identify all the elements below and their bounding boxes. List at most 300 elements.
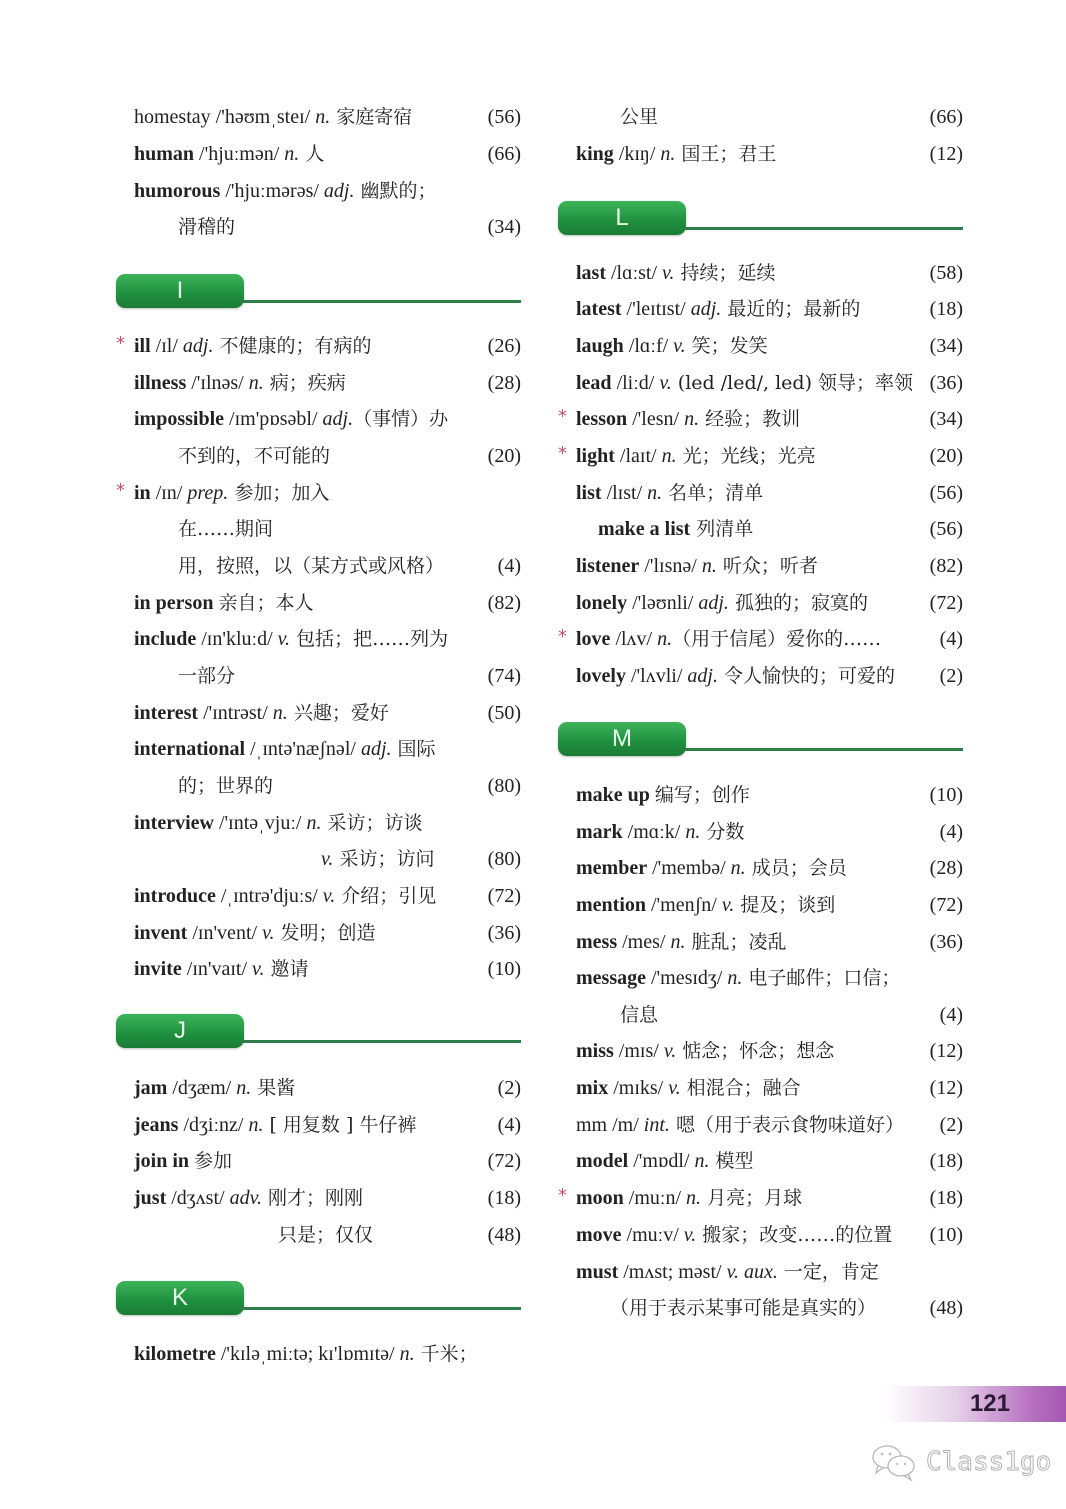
definition: 幽默的； — [354, 180, 437, 202]
entry-invent — [116, 918, 521, 948]
page-ref: (72) — [929, 894, 963, 916]
section-header-i — [116, 274, 521, 314]
definition: 邀请 — [264, 958, 309, 980]
definition: 搬家；改变……的位置 — [696, 1224, 893, 1246]
headword: jam — [134, 1077, 168, 1099]
part-of-speech: n. — [727, 967, 743, 989]
letter-tab: J — [116, 1014, 244, 1048]
definition: 只是；仅仅 — [278, 1224, 374, 1246]
page-ref: (12) — [929, 143, 963, 165]
phonetic: /ɪn'vaɪt/ — [181, 958, 253, 980]
definition: （用于表示某事可能是真实的） — [610, 1297, 877, 1319]
part-of-speech: n. — [661, 445, 677, 467]
definition: 不到的，不可能的 — [178, 445, 331, 467]
entry-moon — [558, 1183, 963, 1213]
entry-list — [558, 478, 963, 508]
headword: illness — [134, 372, 187, 394]
star-icon: * — [116, 480, 125, 501]
entry-must — [558, 1257, 963, 1287]
phonetic: /'hjuːmən/ — [194, 143, 285, 165]
page-ref: (10) — [929, 784, 963, 806]
phonetic: /ɪl/ — [150, 335, 183, 357]
phonetic: /mɪks/ — [608, 1077, 669, 1099]
divider — [240, 300, 521, 303]
definition: 家庭寄宿 — [330, 106, 413, 128]
definition: 成员；会员 — [745, 857, 847, 879]
definition: 刚才；刚刚 — [261, 1187, 364, 1209]
part-of-speech: adj. — [323, 180, 355, 202]
part-of-speech: n. — [284, 143, 300, 165]
phonetic: /'lesn/ — [627, 408, 685, 430]
part-of-speech: adj. — [322, 408, 354, 430]
headword: move — [576, 1224, 622, 1246]
headword: join in — [134, 1150, 190, 1172]
section-header-m — [558, 722, 963, 762]
phonetic: /'həʊmˌsteɪ/ — [210, 106, 316, 128]
page-ref: (80) — [487, 775, 521, 797]
definition: 一部分 — [178, 665, 236, 687]
phonetic: /'ləʊnli/ — [627, 592, 699, 614]
entry-continuation — [558, 1293, 963, 1323]
headword: human — [134, 143, 195, 165]
entry-message — [558, 963, 963, 993]
entry-ill — [116, 331, 521, 361]
headword: impossible — [134, 408, 225, 430]
definition: 脏乱；凌乱 — [685, 931, 787, 953]
page-number: 121 — [969, 1390, 1010, 1417]
definition: 列清单 — [690, 518, 754, 540]
part-of-speech: adj. — [360, 738, 392, 760]
page-ref: (36) — [929, 372, 963, 394]
entry-in — [116, 478, 521, 508]
headword: jeans — [134, 1114, 179, 1136]
page-ref: (12) — [929, 1040, 963, 1062]
entry-just — [116, 1183, 521, 1213]
part-of-speech: v. — [668, 1077, 681, 1099]
headword: mm — [576, 1114, 608, 1136]
headword: humorous — [134, 180, 221, 202]
divider — [240, 1307, 521, 1310]
part-of-speech: adj. — [182, 335, 214, 357]
phonetic: /'leɪtɪst/ — [621, 298, 691, 320]
headword: introduce — [134, 885, 216, 907]
part-of-speech: n. — [315, 106, 331, 128]
page-ref: (18) — [929, 1187, 963, 1209]
entry-continuation — [116, 661, 521, 691]
entry-in-person — [116, 588, 521, 618]
phonetic: /lʌv/ — [610, 628, 658, 650]
part-of-speech: n. — [685, 821, 701, 843]
definition: 包括；把……列为 — [290, 628, 449, 650]
definition: 采访；访谈 — [321, 812, 423, 834]
page-ref: (66) — [487, 143, 521, 165]
divider — [682, 748, 963, 751]
phonetic: /mɑːk/ — [622, 821, 686, 843]
headword: light — [576, 445, 615, 467]
headword: listener — [576, 555, 640, 577]
phonetic: /lɑːst/ — [606, 262, 663, 284]
headword: make a list — [598, 518, 691, 540]
star-icon: * — [558, 406, 567, 427]
section-header-j — [116, 1014, 521, 1054]
entry-interview — [116, 808, 521, 838]
entry-mark — [558, 817, 963, 847]
headword: model — [576, 1150, 629, 1172]
headword: lead — [576, 372, 612, 394]
page-ref: (66) — [929, 106, 963, 128]
page-ref: (72) — [487, 885, 521, 907]
definition: 听众；听者 — [716, 555, 818, 577]
entry-move — [558, 1220, 963, 1250]
letter-tab: I — [116, 274, 244, 308]
entry-miss — [558, 1036, 963, 1066]
definition: 一定，肯定 — [777, 1261, 879, 1283]
definition: 名单；清单 — [662, 482, 764, 504]
page-ref: (12) — [929, 1077, 963, 1099]
phonetic: /'ɪntəˌvjuː/ — [213, 812, 307, 834]
part-of-speech: n. — [272, 702, 288, 724]
definition: (led /led/, led) 领导；率领 — [671, 372, 914, 394]
page-ref: (56) — [929, 482, 963, 504]
headword: mess — [576, 931, 618, 953]
page-ref: (2) — [497, 1077, 521, 1099]
phonetic: /'mesɪdʒ/ — [645, 967, 728, 989]
star-icon: * — [116, 333, 125, 354]
definition: 国王；君王 — [675, 143, 777, 165]
phonetic: /ɪm'pɒsəbl/ — [224, 408, 323, 430]
part-of-speech: n. — [686, 1187, 702, 1209]
definition: [ 用复数 ] 牛仔裤 — [263, 1114, 417, 1136]
entry-continuation — [116, 771, 521, 801]
part-of-speech: n. — [670, 931, 686, 953]
section-header-l — [558, 201, 963, 241]
entry-continuation — [116, 551, 521, 581]
part-of-speech: n. — [647, 482, 663, 504]
entry-humorous — [116, 176, 521, 206]
page-ref: (18) — [929, 298, 963, 320]
entry-mess — [558, 927, 963, 957]
page-ref: (74) — [487, 665, 521, 687]
definition: 千米； — [414, 1343, 478, 1365]
headword: message — [576, 967, 646, 989]
page-ref: (18) — [929, 1150, 963, 1172]
part-of-speech: int. — [643, 1114, 670, 1136]
definition: 光；光线；光亮 — [676, 445, 816, 467]
definition: 人 — [299, 143, 325, 165]
page-ref: (56) — [929, 518, 963, 540]
phonetic: /'kɪləˌmiːtə; kɪ'lɒmɪtə/ — [215, 1343, 400, 1365]
part-of-speech: n. — [248, 372, 264, 394]
definition: 令人愉快的；可爱的 — [717, 665, 895, 687]
phonetic: /'membə/ — [647, 857, 731, 879]
definition: 编写；创作 — [654, 784, 750, 806]
part-of-speech: n. — [248, 1114, 264, 1136]
entry-continuation — [558, 1000, 963, 1030]
phonetic: /mʌst; məst/ — [618, 1261, 727, 1283]
part-of-speech: n. — [701, 555, 717, 577]
definition: 兴趣；爱好 — [287, 702, 389, 724]
headword: in person — [134, 592, 214, 614]
definition: 提及；谈到 — [734, 894, 836, 916]
headword: laugh — [576, 335, 624, 357]
section-header-k — [116, 1281, 521, 1321]
phonetic: /'menʃn/ — [646, 894, 722, 916]
headword: must — [576, 1261, 619, 1283]
entry-impossible — [116, 404, 521, 434]
entry-human — [116, 139, 521, 169]
part-of-speech: v. — [252, 958, 265, 980]
page-number-band — [884, 1386, 1066, 1422]
entry-lovely — [558, 661, 963, 691]
headword: interest — [134, 702, 199, 724]
phonetic: /dʒæm/ — [167, 1077, 237, 1099]
phonetic: /laɪt/ — [614, 445, 662, 467]
entry-continuation — [116, 212, 521, 242]
headword: lonely — [576, 592, 628, 614]
entry-model — [558, 1146, 963, 1176]
part-of-speech: n. — [657, 628, 673, 650]
headword: miss — [576, 1040, 614, 1062]
star-icon: * — [558, 1185, 567, 1206]
phonetic: /'lʌvli/ — [626, 665, 688, 687]
entry-join-in — [116, 1146, 521, 1176]
part-of-speech: n. — [694, 1150, 710, 1172]
phonetic: /dʒʌst/ — [166, 1187, 230, 1209]
definition: 参加 — [194, 1150, 233, 1172]
page-ref: (28) — [487, 372, 521, 394]
page-ref: (72) — [929, 592, 963, 614]
page-ref: (34) — [929, 335, 963, 357]
entry-light — [558, 441, 963, 471]
part-of-speech: adj. — [698, 592, 729, 614]
chat-bubbles-icon — [870, 1442, 918, 1482]
part-of-speech: v. — [262, 922, 275, 944]
page-ref: (4) — [497, 1114, 521, 1136]
page-ref: (56) — [487, 106, 521, 128]
entry-continuation — [116, 514, 521, 544]
page-ref: (4) — [939, 628, 963, 650]
entry-interest — [116, 698, 521, 728]
definition: 持续；延续 — [674, 262, 776, 284]
phonetic: /mes/ — [617, 931, 671, 953]
definition: 孤独的；寂寞的 — [728, 592, 868, 614]
page-ref: (20) — [929, 445, 963, 467]
page-ref: (4) — [939, 821, 963, 843]
letter-tab: K — [116, 1281, 244, 1315]
headword: include — [134, 628, 197, 650]
page-ref: (4) — [939, 1004, 963, 1026]
headword: interview — [134, 812, 214, 834]
headword: mix — [576, 1077, 609, 1099]
part-of-speech: v. aux. — [726, 1261, 778, 1283]
phonetic: /dʒiːnz/ — [178, 1114, 249, 1136]
entry-homestay — [116, 102, 521, 132]
phonetic: /'ɪlnəs/ — [186, 372, 249, 394]
divider — [240, 1040, 521, 1043]
headword: list — [576, 482, 602, 504]
page-ref: (58) — [929, 262, 963, 284]
part-of-speech: v. — [322, 885, 336, 907]
page-ref: (34) — [487, 216, 521, 238]
phonetic: /muːv/ — [621, 1224, 684, 1246]
entry-jam — [116, 1073, 521, 1103]
page-ref: (72) — [487, 1150, 521, 1172]
page-ref: (50) — [487, 702, 521, 724]
entry-lead — [558, 368, 963, 398]
definition: 果酱 — [251, 1077, 296, 1099]
part-of-speech: adv. — [229, 1187, 262, 1209]
headword: last — [576, 262, 606, 284]
divider — [682, 227, 963, 230]
entry-kilometre — [116, 1339, 521, 1369]
entry-jeans — [116, 1110, 521, 1140]
headword: homestay — [134, 106, 211, 128]
definition: 公里 — [620, 106, 659, 128]
definition: 电子邮件；口信； — [742, 967, 901, 989]
page-ref: (10) — [487, 958, 521, 980]
definition: 经验；教训 — [699, 408, 801, 430]
part-of-speech: n. — [730, 857, 746, 879]
entry-illness — [116, 368, 521, 398]
definition: 惦念；怀念；想念 — [676, 1040, 835, 1062]
definition: 参加；加入 — [228, 482, 330, 504]
definition: 笑；发笑 — [685, 335, 768, 357]
part-of-speech: adj. — [690, 298, 722, 320]
entry-continuation — [116, 441, 521, 471]
part-of-speech: prep. — [187, 482, 229, 504]
page-ref: (48) — [487, 1224, 521, 1246]
phonetic: /'lɪsnə/ — [639, 555, 702, 577]
entry-last — [558, 258, 963, 288]
part-of-speech: n. — [399, 1343, 415, 1365]
definition: 国际 — [391, 738, 436, 760]
page-ref: (34) — [929, 408, 963, 430]
phonetic: /'mɒdl/ — [628, 1150, 695, 1172]
page-ref: (4) — [497, 555, 521, 577]
entry-introduce — [116, 881, 521, 911]
headword: make up — [576, 784, 650, 806]
phonetic: /lɑːf/ — [623, 335, 674, 357]
definition: 用，按照，以（某方式或风格） — [178, 555, 445, 577]
entry-lonely — [558, 588, 963, 618]
entry-mm — [558, 1110, 963, 1140]
page-ref: (82) — [929, 555, 963, 577]
definition: （用于信尾）爱你的…… — [672, 628, 882, 650]
entry-make-up — [558, 780, 963, 810]
entry-lesson — [558, 404, 963, 434]
phonetic: /muːn/ — [623, 1187, 687, 1209]
entry-listener — [558, 551, 963, 581]
headword: international — [134, 738, 246, 760]
watermark-text: Class1go — [926, 1447, 1052, 1477]
page-ref: (48) — [929, 1297, 963, 1319]
phonetic: /ɪn'kluːd/ — [196, 628, 278, 650]
entry-continuation — [558, 102, 963, 132]
headword: invent — [134, 922, 188, 944]
definition: 介绍；引见 — [335, 885, 437, 907]
definition: 信息 — [620, 1004, 659, 1026]
entry-include — [116, 624, 521, 654]
part-of-speech: v. — [721, 894, 735, 916]
phonetic: /ɪn/ — [150, 482, 188, 504]
part-of-speech: v. — [673, 335, 686, 357]
phonetic: /kɪŋ/ — [613, 143, 661, 165]
definition: （事情）办 — [353, 408, 449, 430]
phonetic: /'hjuːmərəs/ — [220, 180, 324, 202]
phonetic: /m/ — [607, 1114, 644, 1136]
definition: 滑稽的 — [178, 216, 236, 238]
page-ref: (2) — [939, 1114, 963, 1136]
definition: 模型 — [709, 1150, 754, 1172]
entry-latest — [558, 294, 963, 324]
letter-tab: M — [558, 722, 686, 756]
part-of-speech: n. — [660, 143, 676, 165]
page-ref: (36) — [929, 931, 963, 953]
entry-continuation — [116, 844, 521, 874]
headword: mark — [576, 821, 623, 843]
definition: 亲自；本人 — [218, 592, 314, 614]
page-ref: (20) — [487, 445, 521, 467]
definition: 分数 — [700, 821, 745, 843]
headword: love — [576, 628, 611, 650]
page-ref: (28) — [929, 857, 963, 879]
part-of-speech: v. — [683, 1224, 697, 1246]
definition: 在……期间 — [178, 518, 274, 540]
phonetic: /lɪst/ — [601, 482, 648, 504]
star-icon: * — [558, 626, 567, 647]
phonetic: /ˌɪntrə'djuːs/ — [215, 885, 323, 907]
page-ref: (2) — [939, 665, 963, 687]
headword: moon — [576, 1187, 624, 1209]
watermark — [870, 1440, 1051, 1484]
entry-continuation — [116, 1220, 521, 1250]
definition: 嗯（用于表示食物味道好） — [669, 1114, 904, 1136]
headword: member — [576, 857, 648, 879]
part-of-speech: n. — [684, 408, 700, 430]
headword: invite — [134, 958, 182, 980]
page-ref: (80) — [487, 848, 521, 870]
page-ref: (36) — [487, 922, 521, 944]
part-of-speech: v. — [277, 628, 291, 650]
part-of-speech: adj. — [687, 665, 718, 687]
headword: lesson — [576, 408, 628, 430]
headword: latest — [576, 298, 622, 320]
headword: ill — [134, 335, 151, 357]
headword: just — [134, 1187, 167, 1209]
page-ref: (82) — [487, 592, 521, 614]
entry-love — [558, 624, 963, 654]
part-of-speech: v. — [321, 848, 334, 870]
definition: 相混合；融合 — [680, 1077, 801, 1099]
definition: 不健康的；有病的 — [213, 335, 372, 357]
part-of-speech: n. — [236, 1077, 252, 1099]
headword: lovely — [576, 665, 626, 687]
page-ref: (18) — [487, 1187, 521, 1209]
part-of-speech: v. — [663, 1040, 677, 1062]
page-ref: (10) — [929, 1224, 963, 1246]
phonetic: /ˌɪntə'næʃnəl/ — [245, 738, 361, 760]
definition: 月亮；月球 — [701, 1187, 803, 1209]
entry-king — [558, 139, 963, 169]
headword: kilometre — [134, 1343, 216, 1365]
headword: mention — [576, 894, 646, 916]
definition: 采访；访问 — [333, 848, 435, 870]
part-of-speech: v. — [662, 262, 675, 284]
phonetic: /liːd/ — [611, 372, 660, 394]
definition: 病；疾病 — [263, 372, 346, 394]
phonetic: /'ɪntrəst/ — [198, 702, 273, 724]
star-icon: * — [558, 443, 567, 464]
